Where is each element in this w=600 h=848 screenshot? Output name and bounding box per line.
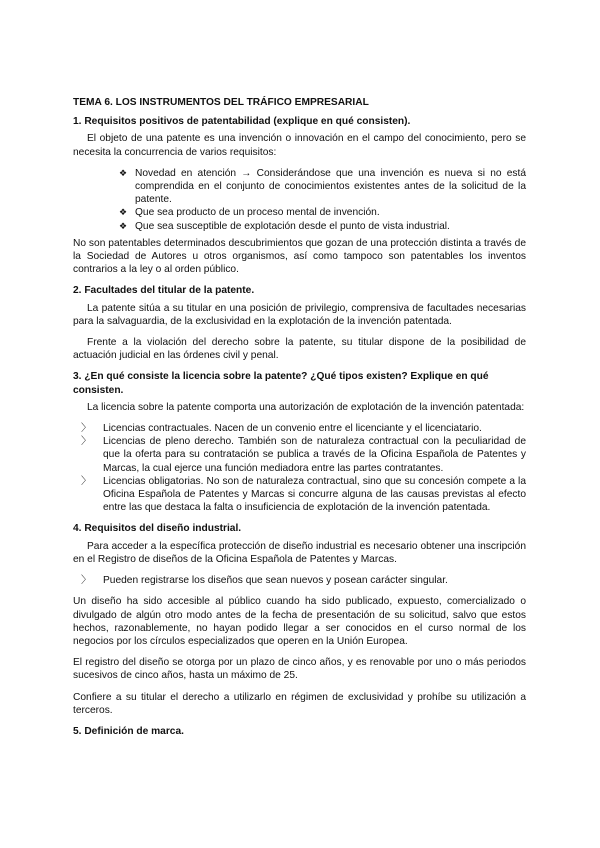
section-1-after: No son patentables determinados descubrimientos que gozan de una protección distinta a través de la Sociedad de Autores u otros organismos, así como tampoco son patentables los inventos contrarios a la ley o al orden público. <box>73 237 526 276</box>
list-item: 〉 Licencias de pleno derecho. También son de naturaleza contractual con la peculiaridad de que la oferta para su contratación se publica a través de la Oficina Española de Patentes y Marcas, la cual ejerce una función mediadora entre las partes contratantes. <box>81 436 526 474</box>
section-5-heading: 5. Definición de marca. <box>73 725 184 737</box>
list-item: ❖ Novedad en atención → Considerándose que una invención es nueva si no está comprendida en el conjunto de conocimientos existentes antes de la solicitud de la patente. <box>119 167 526 206</box>
section-3-heading: 3. ¿En qué consiste la licencia sobre la patente? ¿Qué tipos existen? Explique en qué consisten. <box>73 371 489 396</box>
section-2-paragraph-2: Frente a la violación del derecho sobre la patente, su titular dispone de la posibilidad de actuación judicial en las órdenes civil y penal. <box>73 337 526 362</box>
list-item: 〉 Licencias contractuales. Nacen de un convenio entre el licenciante y el licenciatario. <box>81 423 482 435</box>
list-item: ❖ Que sea producto de un proceso mental de invención. <box>119 207 380 219</box>
angle-bullet-icon: 〉 <box>81 475 92 487</box>
diamond-bullet-icon: ❖ <box>119 207 128 218</box>
section-4-paragraph-1: Un diseño ha sido accesible al público cuando ha sido publicado, expuesto, comercializado o divulgado de algún otro modo antes de la fecha de presentación de su solicitud, salvo que estos hechos, razonablemente, no hayan podido llegar a ser conocidos en el curso normal de los negocios por los círculos especializados que operen en la Unión Europea. <box>73 596 526 647</box>
section-3-license-list <box>73 422 526 514</box>
section-1-bullet-list <box>73 167 526 233</box>
section-1-intro: El objeto de una patente es una invención o innovación en el campo del conocimiento, pero se necesita la concurrencia de varios requisitos: <box>73 133 526 158</box>
angle-bullet-icon: 〉 <box>81 423 92 435</box>
angle-bullet-icon: 〉 <box>81 436 92 448</box>
section-4-paragraph-2: El registro del diseño se otorga por un plazo de cinco años, y es renovable por uno o más periodos sucesivos de cinco años, hasta un máximo de 25. <box>73 657 526 682</box>
list-item: 〉 Licencias obligatorias. No son de naturaleza contractual, sino que su concesión compete a la Oficina Española de Patentes y Marcas si concurre alguna de las causas previstas al efecto entre las que destaca la falta o insuficiencia de explotación de la invención patentada. <box>81 475 526 514</box>
section-3-intro: La licencia sobre la patente comporta una autorización de explotación de la invención patentada: <box>87 401 525 413</box>
section-1-heading: 1. Requisitos positivos de patentabilidad (explique en qué consisten). <box>73 116 411 128</box>
section-4-heading: 4. Requisitos del diseño industrial. <box>73 523 242 535</box>
section-2-paragraph-1: La patente sitúa a su titular en una posición de privilegio, comprensiva de facultades necesarias para la salvaguardia, de la exclusividad en la explotación de la invención patentada. <box>73 302 526 327</box>
section-4-paragraph-3: Confiere a su titular el derecho a utilizarlo en régimen de exclusividad y prohíbe su utilización a terceros. <box>73 691 526 716</box>
page-title: TEMA 6. LOS INSTRUMENTOS DEL TRÁFICO EMPRESARIAL <box>73 97 369 108</box>
angle-bullet-icon: 〉 <box>81 575 92 587</box>
section-2-heading: 2. Facultades del titular de la patente. <box>73 285 255 297</box>
list-item: ❖ Que sea susceptible de explotación desde el punto de vista industrial. <box>119 220 450 232</box>
section-4-intro: Para acceder a la específica protección de diseño industrial es necesario obtener una inscripción en el Registro de diseños de la Oficina Española de Patentes y Marcas. <box>73 540 526 565</box>
diamond-bullet-icon: ❖ <box>119 167 128 178</box>
list-item: 〉 Pueden registrarse los diseños que sean nuevos y posean carácter singular. <box>81 575 448 587</box>
section-4-list <box>73 574 526 587</box>
diamond-bullet-icon: ❖ <box>119 220 128 231</box>
